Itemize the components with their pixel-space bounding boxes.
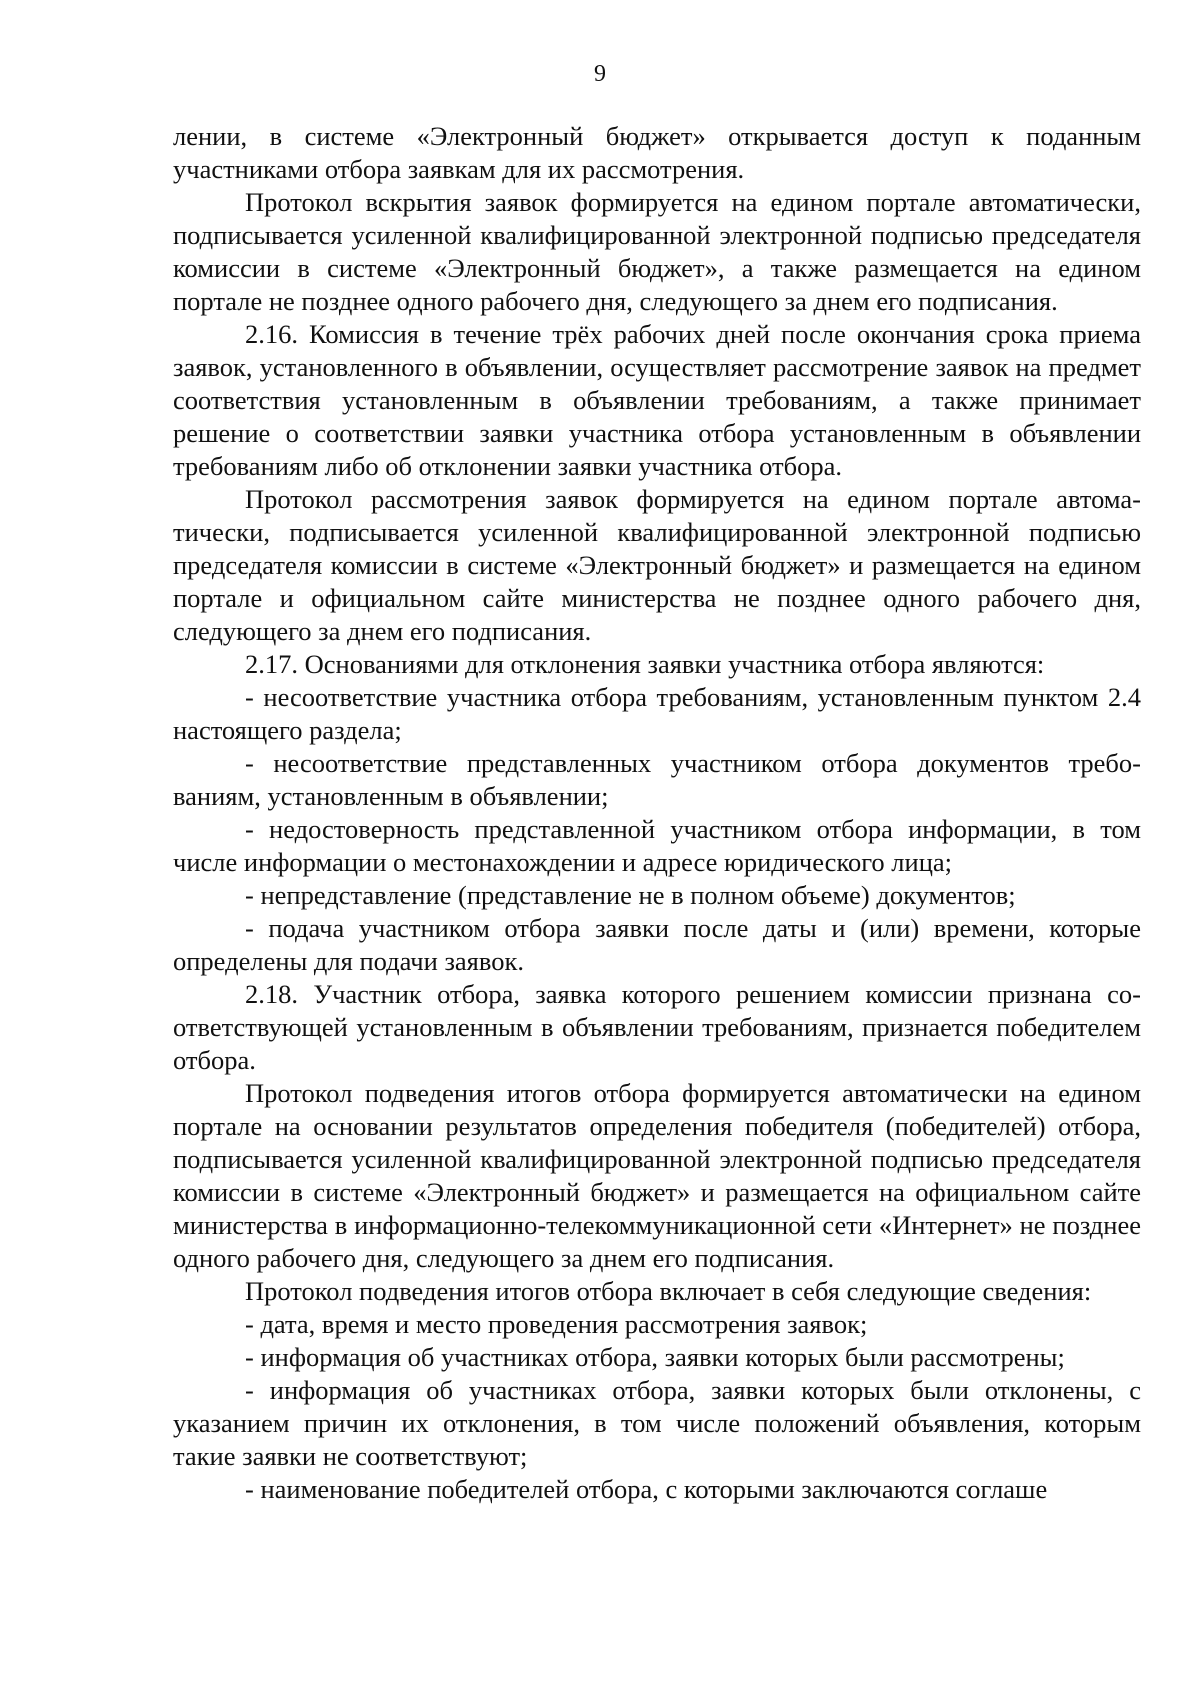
- list-item-contents-1: - дата, время и место проведения рассмотрения заявок;: [245, 1309, 868, 1339]
- paragraph-protocol-results: Протокол подведения итогов отбора формируется автоматически на едином портале на основании результатов определения победителя (победителей) отбора, подписывается усиленной квалифицированной электронной подписью председателя комиссии в системе «Электронный бюджет» и размещается на официальном сайте министерства в информационно-телекоммуникационной сети «Интернет» не позднее одного рабочего дня, следующего за днем его подписания.: [173, 1078, 1141, 1273]
- paragraph-2-17: 2.17. Основаниями для отклонения заявки участника отбора являются:: [245, 649, 1045, 679]
- page-number: 9: [594, 61, 606, 87]
- paragraph-continuation: лении, в системе «Электронный бюджет» открывается доступ к поданным участниками отбора заявкам для их рассмотрения.: [173, 121, 1141, 184]
- list-item-rejection-2: - несоответствие представленных участником отбора документов требованиям, установленным в объявлении;: [173, 748, 1141, 811]
- list-item-contents-3: - информация об участниках отбора, заявки которых были отклонены, с указанием причин их отклонения, в том числе положений объявления, которым такие заявки не соответствуют;: [173, 1375, 1141, 1471]
- list-item-rejection-5: - подача участником отбора заявки после даты и (или) времени, которые определены для подачи заявок.: [173, 913, 1141, 976]
- list-item-contents-2: - информация об участниках отбора, заявки которых были рассмотрены;: [245, 1342, 1065, 1372]
- paragraph-protocol-contents: Протокол подведения итогов отбора включает в себя следующие сведения:: [245, 1276, 1092, 1306]
- document-body: [173, 120, 1141, 1506]
- list-item-rejection-4: - непредставление (представление не в полном объеме) документов;: [245, 880, 1016, 910]
- paragraph-2-16: 2.16. Комиссия в течение трёх рабочих дней после окончания срока приема заявок, установленного в объявлении, осуществляет рассмотрение заявок на предмет соответствия установленным в объявлении требованиям, а также принимает решение о соответствии заявки участника отбора установленным в объявлении требованиям либо об отклонении заявки участника отбора.: [173, 319, 1141, 481]
- paragraph-protocol-review: Протокол рассмотрения заявок формируется на едином портале автоматически, подписывается усиленной квалифицированной электронной подписью председателя комиссии в системе «Электронный бюджет» и размещается на едином портале и официальном сайте министерства не позднее одного рабочего дня, следующего за днем его подписания.: [173, 484, 1141, 646]
- paragraph-2-18: 2.18. Участник отбора, заявка которого решением комиссии признана соответствующей установленным в объявлении требованиям, признается победителем отбора.: [173, 979, 1141, 1075]
- list-item-rejection-3: - недостоверность представленной участником отбора информации, в том числе информации о местонахождении и адресе юридического лица;: [173, 814, 1141, 877]
- list-item-contents-4: - наименование победителей отбора, с которыми заключаются соглаше: [245, 1474, 1048, 1504]
- list-item-rejection-1: - несоответствие участника отбора требованиям, установленным пунктом 2.4 настоящего раздела;: [173, 682, 1141, 745]
- paragraph-protocol-opening: Протокол вскрытия заявок формируется на едином портале автоматически, подписывается усиленной квалифицированной электронной подписью председателя комиссии в системе «Электронный бюджет», а также размещается на едином портале не позднее одного рабочего дня, следующего за днем его подписания.: [173, 187, 1141, 316]
